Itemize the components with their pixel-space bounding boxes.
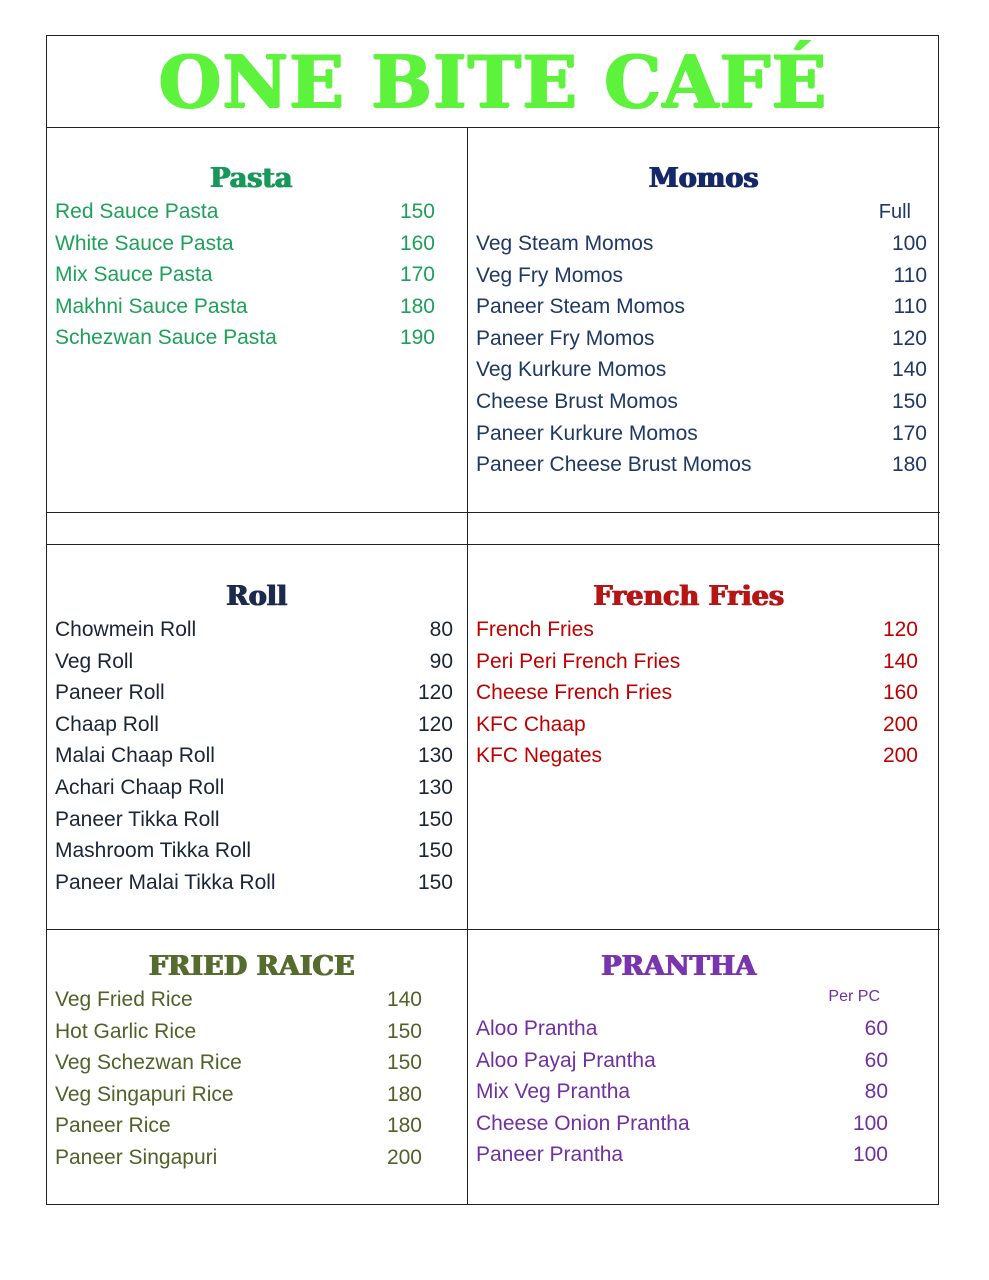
menu-item (55, 259, 435, 291)
menu-item (55, 1142, 422, 1174)
section-heading: Pasta (209, 163, 293, 194)
menu-item (55, 867, 453, 899)
item-price: 170 (891, 421, 927, 445)
item-name: Paneer Steam Momos (476, 295, 685, 319)
item-name: Chowmein Roll (55, 618, 197, 641)
item-name: Mashroom Tikka Roll (55, 839, 252, 863)
menu-item (476, 646, 918, 678)
item-name: Paneer Malai Tikka Roll (55, 870, 276, 894)
menu-item (55, 646, 453, 678)
item-name: Chaap Roll (55, 712, 159, 736)
section-heading: FRIED RAICE (148, 951, 355, 982)
item-price: 170 (399, 263, 435, 287)
item-name: Paneer Cheese Brust Momos (476, 453, 752, 477)
section-french-fries (467, 544, 940, 772)
item-name: Achari Chaap Roll (55, 775, 225, 799)
item-price: 150 (891, 389, 927, 413)
price-column-label: Per PC (828, 988, 880, 1005)
menu-item (55, 291, 435, 323)
menu-item (476, 418, 927, 450)
item-name: Aloo Prantha (476, 1017, 598, 1040)
menu-item (55, 228, 435, 260)
item-price: 100 (891, 232, 927, 255)
item-name: Malai Chaap Roll (55, 744, 215, 768)
item-name: Paneer Kurkure Momos (476, 421, 698, 445)
item-price: 130 (417, 775, 453, 799)
item-price: 190 (399, 326, 435, 350)
item-price: 100 (852, 1143, 888, 1167)
item-price: 200 (882, 712, 918, 736)
item-price: 150 (417, 807, 453, 831)
item-name: KFC Negates (476, 744, 603, 768)
section-momos (467, 127, 940, 481)
menu-item (55, 1079, 422, 1111)
menu-item (476, 260, 927, 292)
item-name: Veg Fry Momos (476, 263, 624, 287)
item-name: Paneer Prantha (476, 1143, 624, 1167)
item-price: 100 (852, 1111, 888, 1135)
item-name: Red Sauce Pasta (55, 200, 219, 223)
divider (46, 512, 940, 513)
menu-item (55, 196, 435, 228)
section-heading: French Fries (593, 581, 784, 612)
section-heading: Roll (226, 581, 287, 612)
menu-item (55, 1110, 422, 1142)
item-name: Veg Steam Momos (476, 232, 654, 255)
menu-item (476, 354, 927, 386)
menu-item (476, 1045, 888, 1077)
item-name: Veg Kurkure Momos (476, 358, 667, 382)
item-name: Veg Singapuri Rice (55, 1082, 234, 1106)
item-name: Peri Peri French Fries (476, 649, 681, 673)
item-name: Schezwan Sauce Pasta (55, 326, 277, 350)
item-price: 180 (891, 453, 927, 477)
item-price: 110 (893, 263, 927, 287)
item-name: Paneer Tikka Roll (55, 807, 220, 831)
section-heading: PRANTHA (601, 951, 756, 982)
menu-item (476, 1108, 888, 1140)
section-roll (46, 544, 467, 898)
menu-item (55, 984, 422, 1016)
item-price: 60 (864, 1048, 888, 1072)
item-price: 120 (417, 681, 453, 705)
item-price: 120 (891, 326, 927, 350)
item-name: Paneer Fry Momos (476, 326, 655, 350)
item-name: Cheese Onion Prantha (476, 1111, 690, 1135)
item-price: 160 (399, 231, 435, 255)
item-name: Paneer Roll (55, 681, 165, 705)
menu-item (476, 740, 918, 772)
menu-item (476, 449, 927, 481)
item-price: 120 (417, 712, 453, 736)
item-price: 150 (417, 839, 453, 863)
menu-item (55, 322, 435, 354)
item-name: Paneer Rice (55, 1114, 171, 1138)
item-name: Mix Veg Prantha (476, 1080, 631, 1104)
item-price: 140 (386, 988, 422, 1011)
item-price: 160 (882, 681, 918, 705)
item-name: Aloo Payaj Prantha (476, 1048, 656, 1072)
section-heading: Momos (648, 163, 759, 194)
cafe-title: ONE BITE CAFÉ (158, 39, 828, 124)
menu-item (476, 386, 927, 418)
item-price: 180 (386, 1114, 422, 1138)
item-name: Paneer Singapuri (55, 1145, 218, 1169)
menu-item (476, 1013, 888, 1045)
item-price: 130 (417, 744, 453, 768)
item-name: White Sauce Pasta (55, 231, 234, 255)
item-name: Veg Roll (55, 649, 134, 673)
item-price: 80 (864, 1080, 888, 1104)
item-price: 80 (429, 618, 453, 641)
item-price: 200 (882, 744, 918, 768)
item-price: 90 (429, 649, 453, 673)
menu-item (476, 1076, 888, 1108)
price-column-label: Full (878, 201, 911, 223)
item-name: Veg Fried Rice (55, 988, 193, 1011)
item-name: Mix Sauce Pasta (55, 263, 213, 287)
item-price: 120 (882, 618, 918, 641)
menu-item (55, 740, 453, 772)
menu-item (476, 614, 918, 646)
item-name: KFC Chaap (476, 712, 586, 736)
menu-item (476, 677, 918, 709)
menu-item (55, 677, 453, 709)
menu-item (55, 1047, 422, 1079)
item-price: 110 (893, 295, 927, 319)
menu-item (476, 709, 918, 741)
item-price: 200 (386, 1145, 422, 1169)
item-price: 140 (882, 649, 918, 673)
item-price: 180 (399, 294, 435, 318)
menu-item (476, 228, 927, 260)
menu-item (55, 709, 453, 741)
section-fried-rice (46, 929, 467, 1174)
item-price: 140 (891, 358, 927, 382)
item-name: Cheese Brust Momos (476, 389, 678, 413)
item-name: Hot Garlic Rice (55, 1019, 197, 1043)
item-name: Cheese French Fries (476, 681, 673, 705)
menu-item (55, 1016, 422, 1048)
menu-item (476, 323, 927, 355)
item-price: 150 (399, 200, 435, 223)
item-name: French Fries (476, 618, 594, 641)
item-price: 60 (864, 1017, 888, 1040)
menu-item (55, 804, 453, 836)
menu-item (55, 772, 453, 804)
menu-item (55, 614, 453, 646)
item-name: Makhni Sauce Pasta (55, 294, 248, 318)
item-name: Veg Schezwan Rice (55, 1051, 242, 1075)
section-pasta (46, 127, 467, 354)
section-prantha (467, 929, 940, 1171)
menu-item (476, 291, 927, 323)
menu-item (55, 835, 453, 867)
item-price: 150 (386, 1019, 422, 1043)
item-price: 180 (386, 1082, 422, 1106)
item-price: 150 (417, 870, 453, 894)
item-price: 150 (386, 1051, 422, 1075)
menu-item (476, 1139, 888, 1171)
